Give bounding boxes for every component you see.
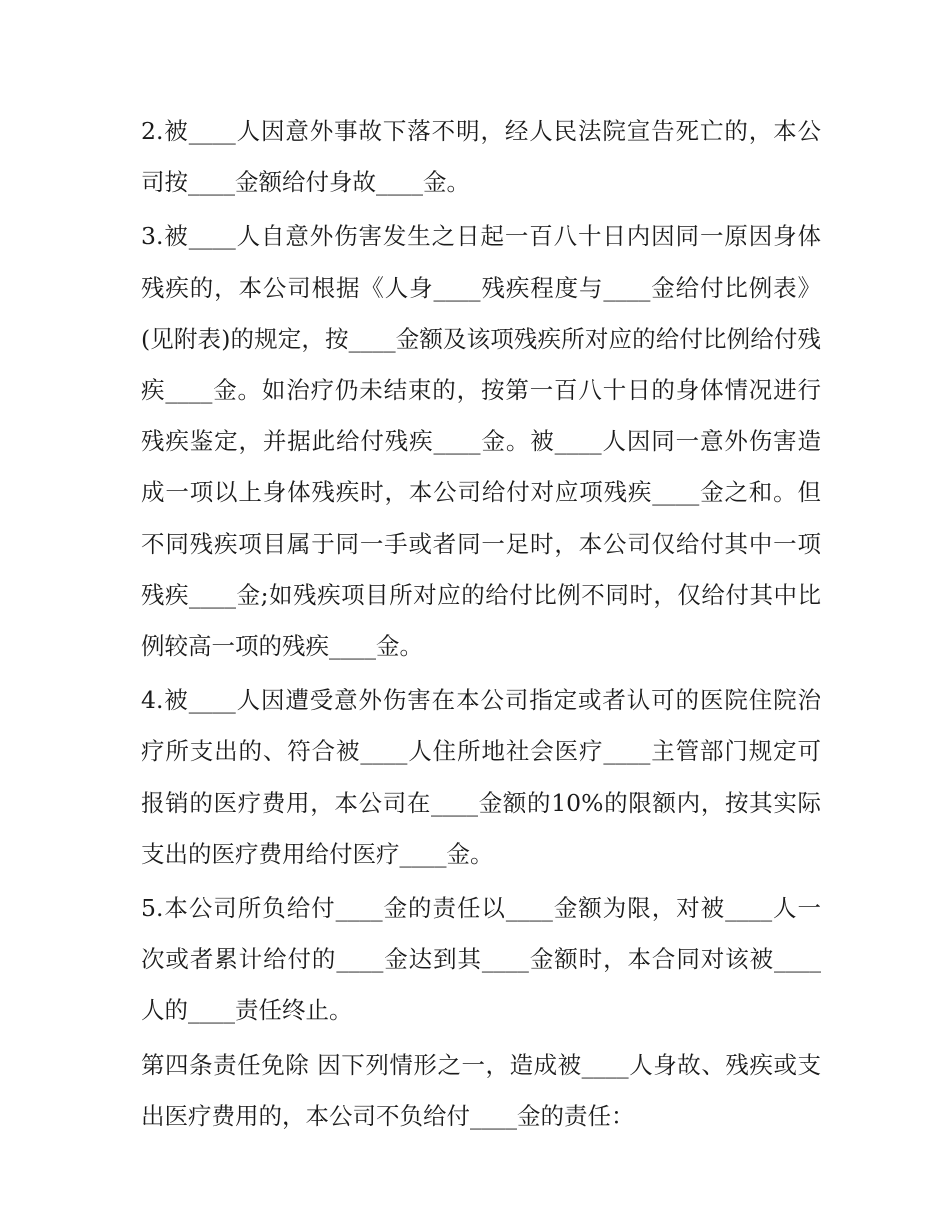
clause-3-paragraph: 3.被____人自意外伤害发生之日起一百八十日内因同一原因身体残疾的，本公司根据《人身____残疾程度与____金给付比例表》(见附表)的规定，按____金额及该项残疾所对应的给付比例给付残疾____金。如治疗仍未结束的，按第一百八十日的身体情况进行残疾鉴定，并据此给付残疾____金。被____人因同一意外伤害造成一项以上身体残疾时，本公司给付对应项残疾____金之和。但不同残疾项目属于同一手或者同一足时，本公司仅给付其中一项残疾____金;如残疾项目所对应的给付比例不同时，仅给付其中比例较高一项的残疾____金。 [141,222,821,661]
document-body [141,106,821,1145]
clause-4-paragraph: 4.被____人因遭受意外伤害在本公司指定或者认可的医院住院治疗所支出的、符合被____人住所地社会医疗____主管部门规定可报销的医疗费用，本公司在____金额的10%的限额内，按其实际支出的医疗费用给付医疗____金。 [141,686,821,868]
clause-2-paragraph: 2.被____人因意外事故下落不明，经人民法院宣告死亡的，本公司按____金额给付身故____金。 [141,117,821,197]
clause-5-paragraph: 5.本公司所负给付____金的责任以____金额为限，对被____人一次或者累计给付的____金达到其____金额时，本合同对该被____人的____责任终止。 [141,894,821,1025]
article-4-exemption-paragraph: 第四条责任免除 因下列情形之一，造成被____人身故、残疾或支出医疗费用的，本公司不负给付____金的责任： [141,1050,821,1130]
